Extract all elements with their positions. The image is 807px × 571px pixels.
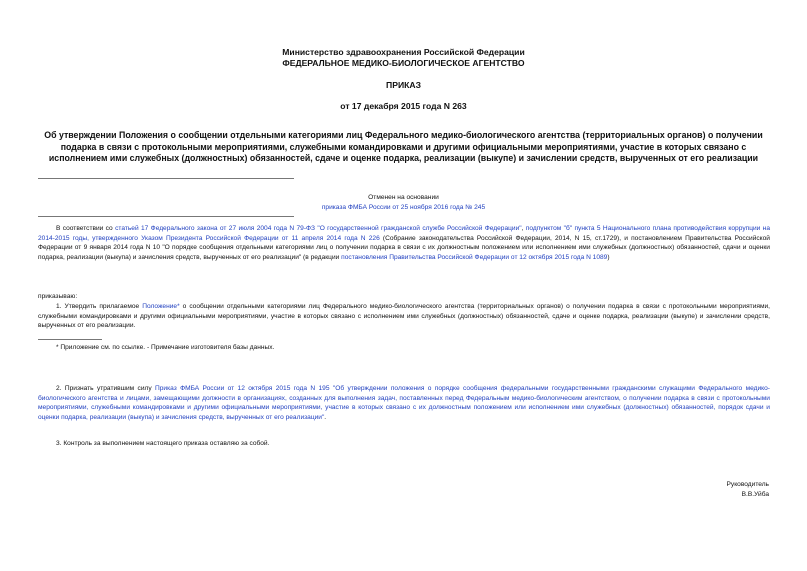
cancel-note <box>0 193 807 212</box>
divider-top <box>38 178 294 179</box>
item-1-paragraph: 1. Утвердить прилагаемое Положение* о сообщении отдельными категориями лиц Федерального медико-биологического агентства (территориальных органов) о получении подарка в связи с протокольными мероприятиями, служебными командировками и другими официальными мероприятиями, участие в которых связано с исполнением ими служебных (должностных) обязанностей, сдаче и оценке подарка, реализации (выкупе) и зачислении средств, вырученных от его реализации. <box>38 303 770 330</box>
footnote-divider <box>38 339 102 340</box>
signatory-position: Руководитель <box>726 481 769 488</box>
preamble-paragraph: В соответствии со статьей 17 Федерального закона от 27 июля 2004 года N 79-ФЗ "О государственной гражданской службе Российской Федерации", подпунктом "б" пункта 5 Национального плана противодействия коррупции на 2014-2015 годы, утвержденного Указом Президента Российской Федерации от 11 апреля 2014 года N 226 (Собрание законодательства Российской Федерации, 2014, N 15, ст.1729), и постановлением Правительства Российской Федерации от 9 января 2014 года N 10 "О порядке сообщения отдельными категориями лиц о получении подарка в связи с их должностным положением или исполнением ими служебных (должностных) обязанностей, сдачи и оценки подарка, реализации (выкупа) и зачисления средств, вырученных от его реализации" (в редакции постановления Правительства Российской Федерации от 12 октября 2015 года N 1089) <box>38 225 770 261</box>
signatory-name: В.В.Уйба <box>741 490 769 498</box>
signature-block <box>727 480 769 499</box>
government-resolution-link[interactable]: постановления Правительства Российской Федерации от 12 октября 2015 года N 1089 <box>341 253 608 261</box>
cancel-note-text: Отменен на основании <box>368 194 439 201</box>
footnote: * Приложение см. по ссылке. - Примечание изготовителя базы данных. <box>56 344 275 351</box>
document-date: от 17 декабря 2015 года N 263 <box>340 101 467 111</box>
cancel-order-link[interactable]: приказа ФМБА России от 25 ноября 2016 года № 245 <box>321 203 486 211</box>
divider-bottom <box>38 216 294 217</box>
agency-name: ФЕДЕРАЛЬНОЕ МЕДИКО-БИОЛОГИЧЕСКОЕ АГЕНТСТВО <box>282 58 525 68</box>
document-title-line-3: исполнением ими служебных (должностных) обязанностей, сдаче и оценке подарка, реализации (выкупе) и зачислении средств, вырученных от его реализации <box>48 153 759 163</box>
item-2-paragraph: 2. Признать утратившим силу Приказ ФМБА России от 12 октября 2015 года N 195 "Об утверждении положения о порядке сообщения федеральными государственными гражданскими служащими Федерального медико-биологического агентства и лицами, замещающими должности в организациях, созданных для выполнения задач, поставленных перед Федеральным медико-биологическим агентством, о получении подарка в связи с протокольными мероприятиями, служебными командировками и другими официальными мероприятиями, участие в которых связано с их должностным положением или исполнением ими служебных (должностных) обязанностей, порядок сдачи и оценки подарка, реализации (выкупа) и зачисления средств, вырученных от его реализации". <box>38 385 770 421</box>
regulation-link[interactable]: Положение* <box>142 303 180 310</box>
document-type: ПРИКАЗ <box>386 80 421 90</box>
document-title-line-1: Об утверждении Положения о сообщении отдельными категориями лиц Федерального медико-биологического агентства (территориальных органов) о получении <box>44 130 763 140</box>
item-3-paragraph: 3. Контроль за выполнением настоящего приказа оставляю за собой. <box>56 440 270 447</box>
order-word: приказываю: <box>38 293 78 300</box>
ministry-name: Министерство здравоохранения Российской Федерации <box>282 47 525 57</box>
national-plan-link[interactable]: подпунктом "б" пункта 5 Национального плана противодействия коррупции на 2014-2015 годы, утвержденного Указом Президента Российской Федерации от 11 апреля 2014 года N 226 <box>38 225 770 242</box>
document-title-line-2: подарка в связи с протокольными мероприятиями, служебными командировками и другими официальными мероприятиями, участие в которых связано с <box>60 142 747 152</box>
repealed-order-link[interactable]: Приказ ФМБА России от 12 октября 2015 года N 195 "Об утверждении положения о порядке сообщения федеральными государственными гражданскими служащими Федерального медико-биологического агентства и лицами, замещающими должности в организациях, созданных для выполнения задач, поставленных перед Федеральным медико-биологическим агентством, о получении подарка в связи с протокольными мероприятиями, служебными командировками и другими официальными мероприятиями, участие в которых связано с их должностным положением или исполнением ими служебных (должностных) обязанностей, порядок сдачи и оценки подарка, реализации (выкупа) и зачисления средств, вырученных от его реализации" <box>38 385 770 421</box>
federal-law-link[interactable]: статьей 17 Федерального закона от 27 июля 2004 года N 79-ФЗ "О государственной гражданской службе Российской Федерации" <box>115 225 522 232</box>
